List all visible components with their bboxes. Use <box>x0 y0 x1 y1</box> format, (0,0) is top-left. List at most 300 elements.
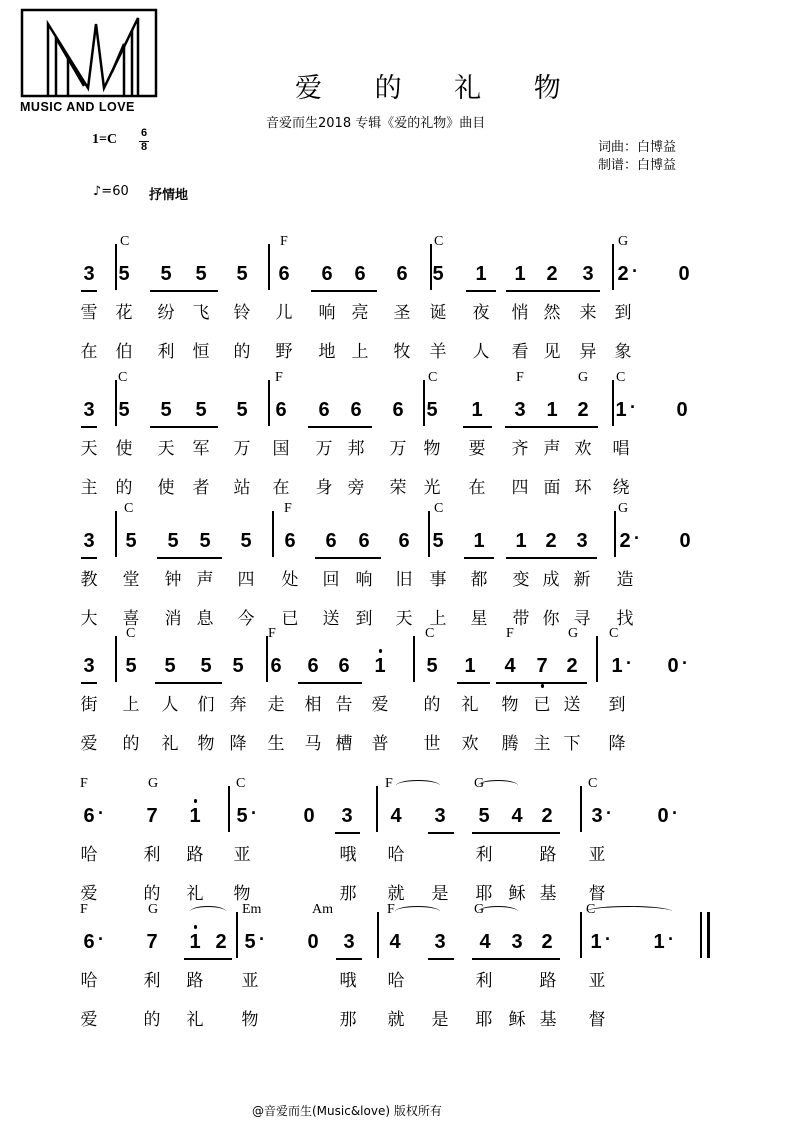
beam-underline <box>298 682 330 684</box>
lyric-line2: 槽 <box>335 734 353 754</box>
barline <box>236 912 238 958</box>
lyric-line1: 哦 <box>339 845 357 865</box>
lyric-line1: 路 <box>186 971 204 991</box>
lyric-line1: 唱 <box>612 439 630 459</box>
lyric-line2: 下 <box>563 734 581 754</box>
beam-underline <box>335 832 360 834</box>
chord-symbol: C <box>236 776 246 791</box>
lyric-line2: 的 <box>143 1010 161 1030</box>
jianpu-note: 5 <box>240 530 252 552</box>
lyric-line2: 环 <box>574 478 592 498</box>
chord-symbol: C <box>118 370 128 385</box>
tempo-marking: ♪=60 <box>93 184 129 199</box>
lyric-line1: 利 <box>475 971 493 991</box>
lyricist-credit: 词曲：白博益 <box>598 140 677 155</box>
lyric-line2: 利 <box>157 342 175 362</box>
jianpu-note: 0 <box>679 530 691 552</box>
jianpu-note: 5 <box>200 655 212 677</box>
barline <box>115 380 117 426</box>
jianpu-note: 4 <box>479 931 491 953</box>
jianpu-note: 1 <box>189 931 201 953</box>
pickup-underline <box>81 682 97 684</box>
jianpu-note: 3 <box>83 530 95 552</box>
beam-underline <box>157 557 189 559</box>
lyric-line1: 哈 <box>80 971 98 991</box>
beam-underline <box>348 557 381 559</box>
chord-symbol: F <box>385 776 393 791</box>
lyric-line2: 在 <box>80 342 98 362</box>
lyric-line2: 面 <box>543 478 561 498</box>
chord-symbol: F <box>284 501 292 516</box>
barline <box>115 511 117 557</box>
lyric-line2: 送 <box>322 609 340 629</box>
beam-underline <box>308 426 341 428</box>
jianpu-note: 3 <box>83 263 95 285</box>
chord-symbol: F <box>80 902 88 917</box>
jianpu-note: 5 <box>236 399 248 421</box>
beam-underline <box>311 290 344 292</box>
jianpu-note: 6 <box>338 655 350 677</box>
album-subtitle: 音爱而生2018 专辑《爱的礼物》曲目 <box>266 116 486 131</box>
lyric-line2: 世 <box>423 734 441 754</box>
lyric-line2: 见 <box>543 342 561 362</box>
jianpu-note: 5 <box>195 263 207 285</box>
chord-symbol: G <box>148 902 159 917</box>
chord-symbol: F <box>80 776 88 791</box>
arranger-credit: 制谱：白博益 <box>598 158 677 173</box>
jianpu-note: 0 <box>676 399 688 421</box>
lyric-line2: 耶 <box>475 884 493 904</box>
jianpu-note: 1 <box>471 399 483 421</box>
beam-underline <box>464 557 494 559</box>
lyric-line1: 物 <box>423 439 441 459</box>
jianpu-note: 2 <box>566 655 578 677</box>
lyric-line1: 哦 <box>339 971 357 991</box>
tie-slur <box>395 906 440 917</box>
jianpu-note: 1 <box>515 530 527 552</box>
barline <box>413 636 415 682</box>
barline <box>272 511 274 557</box>
lyric-line2: 消 <box>164 609 182 629</box>
lyric-line2: 天 <box>395 609 413 629</box>
jianpu-note: 1 <box>473 530 485 552</box>
time-signature-bottom: 8 <box>140 141 148 153</box>
lyric-line2: 欢 <box>461 734 479 754</box>
octave-up-dot <box>379 649 383 653</box>
lyric-line2: 稣 <box>508 1010 526 1030</box>
beam-underline <box>150 426 183 428</box>
lyric-line2: 恒 <box>192 342 210 362</box>
song-title: 爱 的 礼 物 <box>295 73 583 104</box>
beam-underline <box>184 958 232 960</box>
lyric-line1: 万 <box>315 439 333 459</box>
jianpu-note: 5 <box>478 805 490 827</box>
barline <box>115 244 117 290</box>
jianpu-note: 6 <box>358 530 370 552</box>
barline <box>580 786 582 832</box>
jianpu-note: 6 <box>398 530 410 552</box>
chord-symbol: F <box>268 626 276 641</box>
lyric-line1: 成 <box>542 570 560 590</box>
jianpu-note: 6 <box>354 263 366 285</box>
lyric-line1: 声 <box>543 439 561 459</box>
lyric-line1: 相 <box>304 695 322 715</box>
beam-underline <box>505 426 598 428</box>
jianpu-note: 3 <box>434 931 446 953</box>
lyric-line2: 今 <box>237 609 255 629</box>
lyric-line2: 使 <box>157 478 175 498</box>
jianpu-note: 4 <box>511 805 523 827</box>
jianpu-note: 7 <box>146 931 158 953</box>
jianpu-note: 3 <box>582 263 594 285</box>
lyric-line2: 带 <box>512 609 530 629</box>
lyric-line2: 地 <box>318 342 336 362</box>
octave-up-dot <box>194 799 198 803</box>
lyric-line1: 花 <box>115 303 133 323</box>
chord-symbol: F <box>516 370 524 385</box>
lyric-line1: 送 <box>563 695 581 715</box>
jianpu-note: 2 <box>541 931 553 953</box>
jianpu-note: 6 <box>325 530 337 552</box>
logo <box>20 8 160 118</box>
lyric-line1: 哈 <box>387 971 405 991</box>
lyric-line1: 回 <box>322 570 340 590</box>
lyric-line2: 在 <box>272 478 290 498</box>
jianpu-note: 5 <box>244 931 256 953</box>
chord-symbol: C <box>609 626 619 641</box>
lyric-line1: 四 <box>237 570 255 590</box>
copyright-footer: @音爱而生(Music&love) 版权所有 <box>252 1104 442 1118</box>
lyric-line1: 利 <box>143 845 161 865</box>
lyric-line2: 息 <box>196 609 214 629</box>
chord-symbol: C <box>120 234 130 249</box>
lyric-line1: 新 <box>573 570 591 590</box>
jianpu-note: 5 <box>236 263 248 285</box>
chord-symbol: G <box>618 234 629 249</box>
lyric-line1: 路 <box>539 971 557 991</box>
lyric-line1: 到 <box>614 303 632 323</box>
jianpu-note: 6 <box>270 655 282 677</box>
lyric-line1: 响 <box>355 570 373 590</box>
lyric-line2: 爱 <box>80 1010 98 1030</box>
lyric-line1: 来 <box>579 303 597 323</box>
augmentation-dot: · <box>98 803 104 823</box>
lyric-line2: 你 <box>542 609 560 629</box>
augmentation-dot: · <box>682 653 688 673</box>
jianpu-note: 3 <box>343 931 355 953</box>
jianpu-note: 5 <box>125 655 137 677</box>
lyric-line1: 飞 <box>192 303 210 323</box>
barline <box>596 636 598 682</box>
beam-underline <box>315 557 348 559</box>
jianpu-note: 5 <box>426 655 438 677</box>
jianpu-note: 5 <box>432 530 444 552</box>
time-signature-top: 6 <box>140 127 148 139</box>
lyric-line1: 诞 <box>429 303 447 323</box>
chord-symbol: G <box>474 776 485 791</box>
lyric-line1: 军 <box>192 439 210 459</box>
jianpu-note: 1 <box>374 655 386 677</box>
lyric-line1: 响 <box>318 303 336 323</box>
barline <box>228 786 230 832</box>
beam-underline <box>457 682 490 684</box>
lyric-line1: 造 <box>616 570 634 590</box>
barline <box>377 912 379 958</box>
lyric-line1: 雪 <box>80 303 98 323</box>
lyric-line2: 礼 <box>186 884 204 904</box>
beam-underline <box>428 832 454 834</box>
lyric-line2: 礼 <box>161 734 179 754</box>
lyric-line2: 基 <box>539 884 557 904</box>
lyric-line1: 告 <box>335 695 353 715</box>
lyric-line1: 钟 <box>164 570 182 590</box>
lyric-line1: 万 <box>389 439 407 459</box>
lyric-line2: 人 <box>472 342 490 362</box>
lyric-line2: 异 <box>579 342 597 362</box>
jianpu-note: 5 <box>199 530 211 552</box>
jianpu-note: 5 <box>167 530 179 552</box>
jianpu-note: 2 <box>619 530 631 552</box>
lyric-line1: 亮 <box>351 303 369 323</box>
barline <box>614 511 616 557</box>
lyric-line2: 那 <box>339 884 357 904</box>
jianpu-note: 2 <box>617 263 629 285</box>
beam-underline <box>496 682 587 684</box>
lyric-line2: 旁 <box>347 478 365 498</box>
lyric-line1: 人 <box>161 695 179 715</box>
lyric-line1: 教 <box>80 570 98 590</box>
lyric-line2: 上 <box>351 342 369 362</box>
chord-symbol: C <box>428 370 438 385</box>
augmentation-dot: · <box>251 803 257 823</box>
lyric-line1: 邦 <box>347 439 365 459</box>
jianpu-note: 3 <box>576 530 588 552</box>
jianpu-note: 5 <box>236 805 248 827</box>
lyric-line2: 野 <box>275 342 293 362</box>
lyric-line2: 光 <box>423 478 441 498</box>
jianpu-note: 5 <box>195 399 207 421</box>
lyric-line2: 四 <box>511 478 529 498</box>
lyric-line1: 声 <box>196 570 214 590</box>
lyric-line1: 天 <box>157 439 175 459</box>
chord-symbol: F <box>387 902 395 917</box>
beam-underline <box>341 426 372 428</box>
lyric-line2: 象 <box>614 342 632 362</box>
lyric-line1: 都 <box>470 570 488 590</box>
lyric-line2: 基 <box>539 1010 557 1030</box>
jianpu-note: 1 <box>546 399 558 421</box>
jianpu-note: 5 <box>426 399 438 421</box>
jianpu-note: 0 <box>303 805 315 827</box>
lyric-line1: 亚 <box>241 971 259 991</box>
jianpu-note: 3 <box>83 399 95 421</box>
lyric-line1: 然 <box>543 303 561 323</box>
lyric-line2: 降 <box>608 734 626 754</box>
lyric-line2: 物 <box>241 1010 259 1030</box>
lyric-line2: 主 <box>533 734 551 754</box>
lyric-line1: 哈 <box>387 845 405 865</box>
augmentation-dot: · <box>98 929 104 949</box>
lyric-line2: 牧 <box>393 342 411 362</box>
logo-text: MUSIC AND LOVE <box>20 100 135 114</box>
jianpu-note: 4 <box>504 655 516 677</box>
lyric-line1: 万 <box>233 439 251 459</box>
lyric-line2: 就 <box>387 884 405 904</box>
jianpu-note: 1 <box>464 655 476 677</box>
jianpu-note: 6 <box>284 530 296 552</box>
lyric-line1: 夜 <box>472 303 490 323</box>
chord-symbol: G <box>148 776 159 791</box>
lyric-line2: 喜 <box>122 609 140 629</box>
jianpu-note: 7 <box>536 655 548 677</box>
barline <box>376 786 378 832</box>
tie-slur <box>478 780 518 791</box>
lyric-line1: 旧 <box>395 570 413 590</box>
jianpu-note: 1 <box>653 931 665 953</box>
lyric-line2: 身 <box>315 478 333 498</box>
jianpu-note: 5 <box>118 263 130 285</box>
lyric-line2: 物 <box>197 734 215 754</box>
lyric-line2: 礼 <box>186 1010 204 1030</box>
lyric-line1: 利 <box>475 845 493 865</box>
lyric-line1: 走 <box>267 695 285 715</box>
lyric-line2: 爱 <box>80 734 98 754</box>
lyric-line1: 欢 <box>574 439 592 459</box>
chord-symbol: Am <box>312 902 333 917</box>
chord-symbol: G <box>618 501 629 516</box>
chord-symbol: C <box>425 626 435 641</box>
lyric-line2: 的 <box>143 884 161 904</box>
jianpu-note: 5 <box>118 399 130 421</box>
barline <box>423 380 425 426</box>
tie-slur <box>190 906 226 917</box>
mood-marking: 抒情地 <box>149 188 189 203</box>
barline <box>115 636 117 682</box>
lyric-line1: 爱 <box>371 695 389 715</box>
final-barline-thin <box>700 912 702 958</box>
lyric-line2: 大 <box>80 609 98 629</box>
barline <box>612 244 614 290</box>
pickup-underline <box>81 557 97 559</box>
beam-underline <box>155 682 188 684</box>
lyric-line2: 爱 <box>80 884 98 904</box>
lyric-line2: 在 <box>468 478 486 498</box>
jianpu-note: 3 <box>434 805 446 827</box>
lyric-line2: 是 <box>431 1010 449 1030</box>
lyric-line1: 礼 <box>461 695 479 715</box>
chord-symbol: F <box>275 370 283 385</box>
jianpu-note: 5 <box>125 530 137 552</box>
jianpu-note: 6 <box>83 931 95 953</box>
lyric-line1: 事 <box>429 570 447 590</box>
lyric-line2: 者 <box>192 478 210 498</box>
barline <box>268 380 270 426</box>
chord-symbol: C <box>616 370 626 385</box>
jianpu-note: 1 <box>475 263 487 285</box>
lyric-line1: 变 <box>512 570 530 590</box>
jianpu-note: 6 <box>350 399 362 421</box>
pickup-underline <box>81 426 97 428</box>
jianpu-note: 2 <box>577 399 589 421</box>
jianpu-note: 3 <box>514 399 526 421</box>
lyric-line2: 的 <box>233 342 251 362</box>
beam-underline <box>188 682 222 684</box>
barline <box>580 912 582 958</box>
jianpu-note: 5 <box>232 655 244 677</box>
lyric-line1: 天 <box>80 439 98 459</box>
lyric-line2: 督 <box>588 884 606 904</box>
lyric-line1: 铃 <box>233 303 251 323</box>
jianpu-note: 5 <box>160 263 172 285</box>
beam-underline <box>336 958 362 960</box>
lyric-line1: 要 <box>468 439 486 459</box>
barline <box>266 636 268 682</box>
lyric-line1: 到 <box>608 695 626 715</box>
barline <box>430 244 432 290</box>
beam-underline <box>428 958 454 960</box>
jianpu-note: 1 <box>611 655 623 677</box>
jianpu-note: 6 <box>318 399 330 421</box>
lyric-line1: 上 <box>122 695 140 715</box>
jianpu-note: 6 <box>307 655 319 677</box>
pickup-underline <box>81 290 97 292</box>
lyric-line2: 主 <box>80 478 98 498</box>
augmentation-dot: · <box>632 261 638 281</box>
lyric-line1: 奔 <box>229 695 247 715</box>
lyric-line2: 站 <box>233 478 251 498</box>
barline <box>612 380 614 426</box>
beam-underline <box>506 290 600 292</box>
chord-symbol: G <box>568 626 579 641</box>
chord-symbol: G <box>578 370 589 385</box>
lyric-line1: 亚 <box>588 845 606 865</box>
jianpu-note: 0 <box>667 655 679 677</box>
barline <box>428 511 430 557</box>
augmentation-dot: · <box>606 803 612 823</box>
jianpu-note: 5 <box>432 263 444 285</box>
beam-underline <box>344 290 377 292</box>
lyric-line1: 的 <box>423 695 441 715</box>
jianpu-note: 5 <box>160 399 172 421</box>
jianpu-note: 2 <box>546 263 558 285</box>
chord-symbol: C <box>126 626 136 641</box>
lyric-line1: 亚 <box>588 971 606 991</box>
lyric-line1: 纷 <box>157 303 175 323</box>
beam-underline <box>183 290 218 292</box>
jianpu-note: 2 <box>541 805 553 827</box>
chord-symbol: C <box>588 776 598 791</box>
jianpu-note: 3 <box>511 931 523 953</box>
lyric-line1: 使 <box>115 439 133 459</box>
lyric-line2: 找 <box>616 609 634 629</box>
lyric-line2: 看 <box>511 342 529 362</box>
lyric-line2: 督 <box>588 1010 606 1030</box>
lyric-line2: 星 <box>470 609 488 629</box>
augmentation-dot: · <box>259 929 265 949</box>
augmentation-dot: · <box>630 397 636 417</box>
lyric-line2: 到 <box>355 609 373 629</box>
jianpu-note: 3 <box>591 805 603 827</box>
lyric-line2: 是 <box>431 884 449 904</box>
beam-underline <box>189 557 222 559</box>
barline <box>268 244 270 290</box>
lyric-line1: 堂 <box>122 570 140 590</box>
lyric-line2: 稣 <box>508 884 526 904</box>
jianpu-note: 2 <box>545 530 557 552</box>
tie-slur <box>478 906 518 917</box>
lyric-line1: 物 <box>501 695 519 715</box>
chord-symbol: F <box>280 234 288 249</box>
